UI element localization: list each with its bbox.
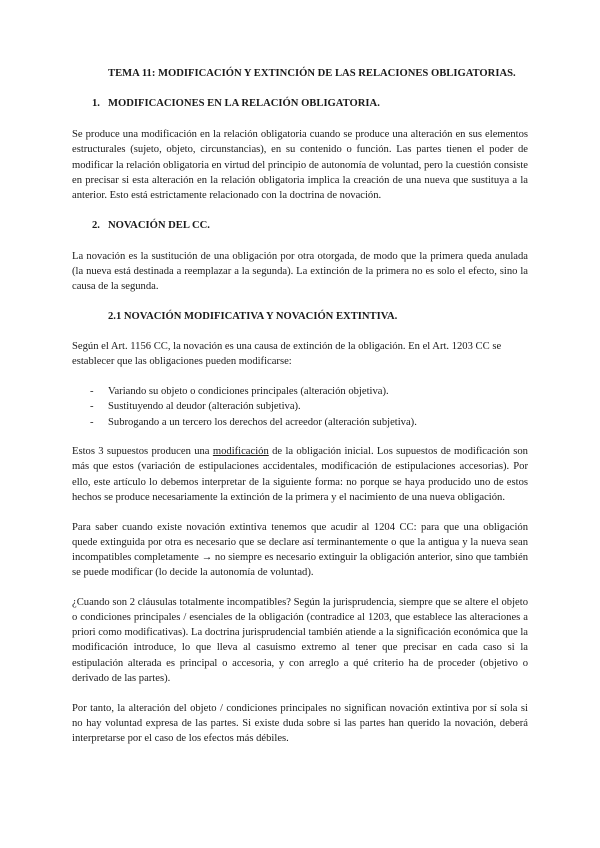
section-2-1-intro: Según el Art. 1156 CC, la novación es una causa de extinción de la obligación. En el Art. 1203 CC se establecer que las obligaciones pueden modificarse: xyxy=(72,341,502,368)
list-item-text: Subrogando a un tercero los derechos del acreedor (alteración subjetiva). xyxy=(108,416,417,428)
underlined-term: modificación xyxy=(212,446,269,458)
incompatible-clauses-paragraph: ¿Cuando son 2 cláusulas totalmente incompatibles? Según la jurisprudencia, siempre que se altere el objeto o condiciones principales / esenciales de la obligación (contradice al 1203, que establece las alteraciones a priori como modificativas). La doctrina jurisprudencial también atiende a la significación económica que la modificación introduce, lo que lleva al casuismo extremo al tener que precisar en cada caso si la estipulación alterada es principal o accesoria, y con arreglo a qué criterio ha de proceder (objetivo o derivado de las partes). xyxy=(72,596,528,684)
list-item xyxy=(72,399,528,414)
section-2-1-heading: 2.1 NOVACIÓN MODIFICATIVA Y NOVACIÓN EXTINTIVA. xyxy=(108,311,398,323)
dash-bullet: - xyxy=(90,401,94,413)
conclusion-paragraph: Por tanto, la alteración del objeto / condiciones principales no significan novación extintiva por sí sola si no hay voluntad expresa de las partes. Si existe duda sobre si las partes han querido la novación, deberá interpretarse por el caso de los efectos más débiles. xyxy=(72,702,528,744)
text-span: de la obligación inicial. Los supuestos de modificación son más que estos (variación de estipulaciones accidentales, modificación de estipulaciones accesorias). Por ello, este artículo lo debemos interpretar de la siguiente forma: no porque se haya producido uno de estos hechos se produce necesariamente la extinción de la primera y el nacimiento de una nueva obligación. xyxy=(72,446,528,503)
section-2-heading xyxy=(92,218,528,233)
novacion-extintiva-paragraph: Para saber cuando existe novación extintiva tenemos que acudir al 1204 CC: para que una obligación quede extinguida por otra es necesario que se declare así terminantemente o que la antigua y la nueva sean incompatibles completamente → no siempre es necesario extinguir la obligación anterior, sino que también se puede modificar (lo decide la autonomía de voluntad). xyxy=(72,521,528,579)
list-item-text: Sustituyendo al deudor (alteración subjetiva). xyxy=(108,401,301,413)
section-2-heading-text: NOVACIÓN DEL CC. xyxy=(108,219,210,231)
list-item-text: Variando su objeto o condiciones principales (alteración objetiva). xyxy=(108,386,389,398)
list-item xyxy=(72,384,528,399)
dash-bullet: - xyxy=(90,386,94,398)
section-1-heading xyxy=(92,96,528,111)
modification-paragraph xyxy=(72,444,528,505)
modification-list xyxy=(72,384,528,430)
section-1-number: 1. xyxy=(92,98,100,109)
section-2-number: 2. xyxy=(92,219,100,231)
section-1-paragraph: Se produce una modificación en la relación obligatoria cuando se produce una alteración en sus elementos estructurales (sujeto, objeto, circunstancias), en su contenido o función. Las partes tienen el poder de modificar la relación obligatoria en virtud del principio de autonomía de voluntad, pero la cuestión consiste en precisar si esta alteración en la relación obligatoria implica la creación de una nueva que sustituya a la anterior. Esto está estrictamente relacionado con la doctrina de novación. xyxy=(72,129,528,202)
list-item xyxy=(72,415,528,430)
section-1-heading-text: MODIFICACIONES EN LA RELACIÓN OBLIGATORIA. xyxy=(108,98,380,109)
page-title: TEMA 11: MODIFICACIÓN Y EXTINCIÓN DE LAS RELACIONES OBLIGATORIAS. xyxy=(108,68,516,79)
text-span: Estos 3 supuestos producen una xyxy=(72,446,213,458)
dash-bullet: - xyxy=(90,416,94,428)
section-2-paragraph: La novación es la sustitución de una obligación por otra otorgada, de modo que la primera queda anulada (la nueva está destinada a reemplazar a la segunda). La extinción de la primera no es solo el efecto, sino la causa de la segunda. xyxy=(72,250,528,293)
